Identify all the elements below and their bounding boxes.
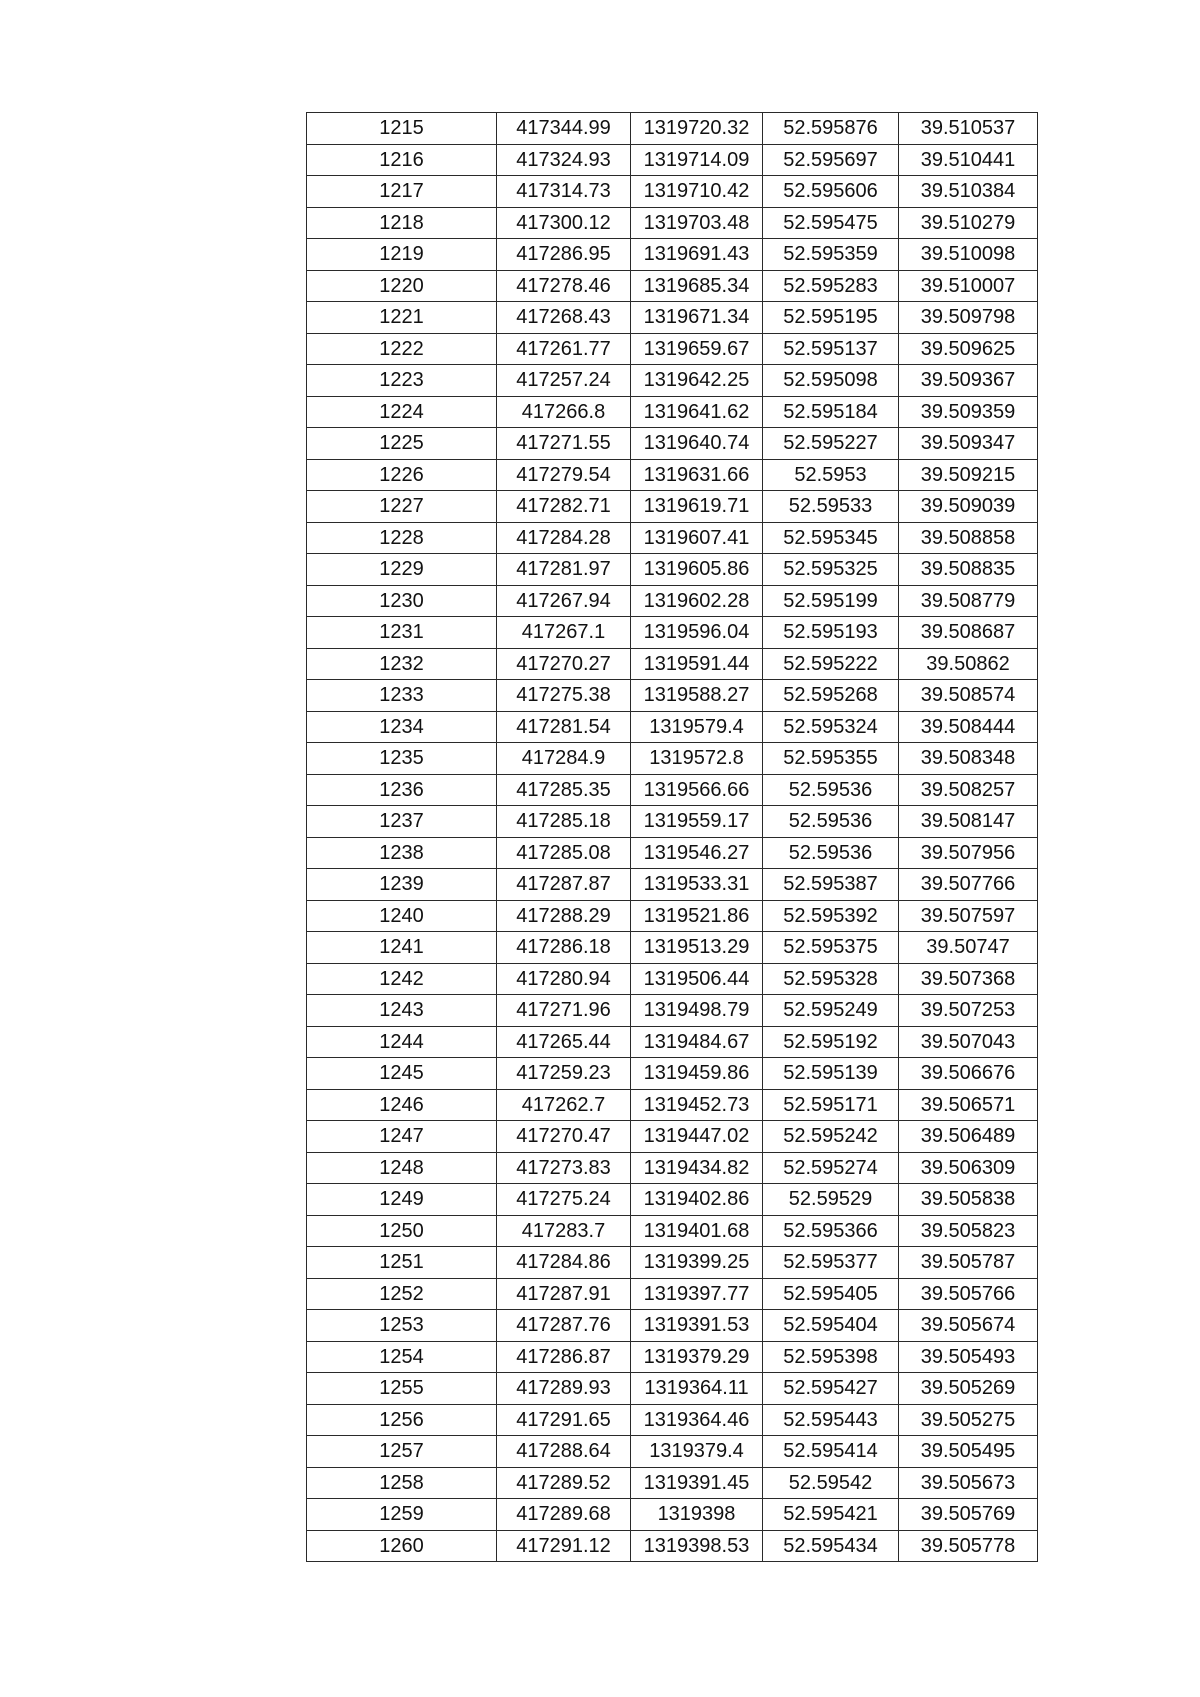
latitude-cell: 52.595195 bbox=[763, 302, 899, 334]
table-row bbox=[307, 648, 1038, 680]
table-row bbox=[307, 207, 1038, 239]
longitude-cell: 39.510279 bbox=[899, 207, 1038, 239]
point-number-cell: 1224 bbox=[307, 396, 497, 428]
latitude-cell: 52.595404 bbox=[763, 1310, 899, 1342]
point-number-cell: 1233 bbox=[307, 680, 497, 712]
y-coordinate-cell: 1319459.86 bbox=[631, 1058, 763, 1090]
latitude-cell: 52.595697 bbox=[763, 144, 899, 176]
longitude-cell: 39.509039 bbox=[899, 491, 1038, 523]
point-number-cell: 1237 bbox=[307, 806, 497, 838]
y-coordinate-cell: 1319671.34 bbox=[631, 302, 763, 334]
table-row bbox=[307, 1404, 1038, 1436]
y-coordinate-cell: 1319559.17 bbox=[631, 806, 763, 838]
longitude-cell: 39.509798 bbox=[899, 302, 1038, 334]
point-number-cell: 1258 bbox=[307, 1467, 497, 1499]
table-row bbox=[307, 995, 1038, 1027]
longitude-cell: 39.505673 bbox=[899, 1467, 1038, 1499]
latitude-cell: 52.595375 bbox=[763, 932, 899, 964]
x-coordinate-cell: 417267.1 bbox=[497, 617, 631, 649]
y-coordinate-cell: 1319642.25 bbox=[631, 365, 763, 397]
point-number-cell: 1249 bbox=[307, 1184, 497, 1216]
latitude-cell: 52.595268 bbox=[763, 680, 899, 712]
table-row bbox=[307, 554, 1038, 586]
x-coordinate-cell: 417273.83 bbox=[497, 1152, 631, 1184]
x-coordinate-cell: 417266.8 bbox=[497, 396, 631, 428]
table-row bbox=[307, 270, 1038, 302]
x-coordinate-cell: 417275.24 bbox=[497, 1184, 631, 1216]
point-number-cell: 1255 bbox=[307, 1373, 497, 1405]
x-coordinate-cell: 417271.55 bbox=[497, 428, 631, 460]
y-coordinate-cell: 1319659.67 bbox=[631, 333, 763, 365]
latitude-cell: 52.595475 bbox=[763, 207, 899, 239]
latitude-cell: 52.595377 bbox=[763, 1247, 899, 1279]
point-number-cell: 1217 bbox=[307, 176, 497, 208]
y-coordinate-cell: 1319391.53 bbox=[631, 1310, 763, 1342]
table-row bbox=[307, 1436, 1038, 1468]
x-coordinate-cell: 417284.28 bbox=[497, 522, 631, 554]
latitude-cell: 52.595443 bbox=[763, 1404, 899, 1436]
x-coordinate-cell: 417262.7 bbox=[497, 1089, 631, 1121]
table-row bbox=[307, 176, 1038, 208]
table-row bbox=[307, 491, 1038, 523]
point-number-cell: 1243 bbox=[307, 995, 497, 1027]
y-coordinate-cell: 1319631.66 bbox=[631, 459, 763, 491]
x-coordinate-cell: 417344.99 bbox=[497, 113, 631, 145]
x-coordinate-cell: 417314.73 bbox=[497, 176, 631, 208]
x-coordinate-cell: 417291.65 bbox=[497, 1404, 631, 1436]
latitude-cell: 52.595274 bbox=[763, 1152, 899, 1184]
point-number-cell: 1220 bbox=[307, 270, 497, 302]
latitude-cell: 52.595359 bbox=[763, 239, 899, 271]
x-coordinate-cell: 417281.54 bbox=[497, 711, 631, 743]
longitude-cell: 39.505674 bbox=[899, 1310, 1038, 1342]
longitude-cell: 39.505787 bbox=[899, 1247, 1038, 1279]
table-row bbox=[307, 680, 1038, 712]
longitude-cell: 39.505838 bbox=[899, 1184, 1038, 1216]
latitude-cell: 52.595876 bbox=[763, 113, 899, 145]
longitude-cell: 39.506676 bbox=[899, 1058, 1038, 1090]
longitude-cell: 39.509367 bbox=[899, 365, 1038, 397]
x-coordinate-cell: 417259.23 bbox=[497, 1058, 631, 1090]
point-number-cell: 1241 bbox=[307, 932, 497, 964]
y-coordinate-cell: 1319398.53 bbox=[631, 1530, 763, 1562]
latitude-cell: 52.595192 bbox=[763, 1026, 899, 1058]
point-number-cell: 1221 bbox=[307, 302, 497, 334]
y-coordinate-cell: 1319572.8 bbox=[631, 743, 763, 775]
longitude-cell: 39.510007 bbox=[899, 270, 1038, 302]
table-row bbox=[307, 396, 1038, 428]
point-number-cell: 1235 bbox=[307, 743, 497, 775]
y-coordinate-cell: 1319379.4 bbox=[631, 1436, 763, 1468]
x-coordinate-cell: 417281.97 bbox=[497, 554, 631, 586]
table-row bbox=[307, 522, 1038, 554]
longitude-cell: 39.508858 bbox=[899, 522, 1038, 554]
x-coordinate-cell: 417270.47 bbox=[497, 1121, 631, 1153]
latitude-cell: 52.59536 bbox=[763, 837, 899, 869]
y-coordinate-cell: 1319714.09 bbox=[631, 144, 763, 176]
y-coordinate-cell: 1319452.73 bbox=[631, 1089, 763, 1121]
x-coordinate-cell: 417288.29 bbox=[497, 900, 631, 932]
y-coordinate-cell: 1319399.25 bbox=[631, 1247, 763, 1279]
latitude-cell: 52.595199 bbox=[763, 585, 899, 617]
table-row bbox=[307, 1530, 1038, 1562]
table-row bbox=[307, 1215, 1038, 1247]
table-row bbox=[307, 239, 1038, 271]
longitude-cell: 39.510537 bbox=[899, 113, 1038, 145]
longitude-cell: 39.508835 bbox=[899, 554, 1038, 586]
table-row bbox=[307, 1184, 1038, 1216]
x-coordinate-cell: 417288.64 bbox=[497, 1436, 631, 1468]
longitude-cell: 39.505778 bbox=[899, 1530, 1038, 1562]
y-coordinate-cell: 1319710.42 bbox=[631, 176, 763, 208]
table-row bbox=[307, 1152, 1038, 1184]
y-coordinate-cell: 1319607.41 bbox=[631, 522, 763, 554]
point-number-cell: 1226 bbox=[307, 459, 497, 491]
y-coordinate-cell: 1319579.4 bbox=[631, 711, 763, 743]
point-number-cell: 1234 bbox=[307, 711, 497, 743]
y-coordinate-cell: 1319605.86 bbox=[631, 554, 763, 586]
y-coordinate-cell: 1319434.82 bbox=[631, 1152, 763, 1184]
y-coordinate-cell: 1319402.86 bbox=[631, 1184, 763, 1216]
y-coordinate-cell: 1319640.74 bbox=[631, 428, 763, 460]
x-coordinate-cell: 417286.95 bbox=[497, 239, 631, 271]
latitude-cell: 52.59529 bbox=[763, 1184, 899, 1216]
latitude-cell: 52.595222 bbox=[763, 648, 899, 680]
point-number-cell: 1238 bbox=[307, 837, 497, 869]
longitude-cell: 39.508348 bbox=[899, 743, 1038, 775]
latitude-cell: 52.59536 bbox=[763, 806, 899, 838]
longitude-cell: 39.505269 bbox=[899, 1373, 1038, 1405]
x-coordinate-cell: 417280.94 bbox=[497, 963, 631, 995]
point-number-cell: 1216 bbox=[307, 144, 497, 176]
x-coordinate-cell: 417289.52 bbox=[497, 1467, 631, 1499]
table-row bbox=[307, 617, 1038, 649]
x-coordinate-cell: 417270.27 bbox=[497, 648, 631, 680]
latitude-cell: 52.595427 bbox=[763, 1373, 899, 1405]
latitude-cell: 52.595387 bbox=[763, 869, 899, 901]
point-number-cell: 1244 bbox=[307, 1026, 497, 1058]
latitude-cell: 52.595392 bbox=[763, 900, 899, 932]
latitude-cell: 52.595193 bbox=[763, 617, 899, 649]
x-coordinate-cell: 417286.87 bbox=[497, 1341, 631, 1373]
latitude-cell: 52.595328 bbox=[763, 963, 899, 995]
longitude-cell: 39.508444 bbox=[899, 711, 1038, 743]
point-number-cell: 1245 bbox=[307, 1058, 497, 1090]
point-number-cell: 1223 bbox=[307, 365, 497, 397]
point-number-cell: 1228 bbox=[307, 522, 497, 554]
y-coordinate-cell: 1319401.68 bbox=[631, 1215, 763, 1247]
y-coordinate-cell: 1319498.79 bbox=[631, 995, 763, 1027]
point-number-cell: 1219 bbox=[307, 239, 497, 271]
y-coordinate-cell: 1319588.27 bbox=[631, 680, 763, 712]
point-number-cell: 1254 bbox=[307, 1341, 497, 1373]
point-number-cell: 1240 bbox=[307, 900, 497, 932]
latitude-cell: 52.595366 bbox=[763, 1215, 899, 1247]
longitude-cell: 39.509347 bbox=[899, 428, 1038, 460]
longitude-cell: 39.507597 bbox=[899, 900, 1038, 932]
y-coordinate-cell: 1319641.62 bbox=[631, 396, 763, 428]
point-number-cell: 1247 bbox=[307, 1121, 497, 1153]
longitude-cell: 39.508574 bbox=[899, 680, 1038, 712]
latitude-cell: 52.59536 bbox=[763, 774, 899, 806]
table-row bbox=[307, 1089, 1038, 1121]
longitude-cell: 39.507956 bbox=[899, 837, 1038, 869]
x-coordinate-cell: 417257.24 bbox=[497, 365, 631, 397]
latitude-cell: 52.595242 bbox=[763, 1121, 899, 1153]
y-coordinate-cell: 1319720.32 bbox=[631, 113, 763, 145]
latitude-cell: 52.595398 bbox=[763, 1341, 899, 1373]
x-coordinate-cell: 417261.77 bbox=[497, 333, 631, 365]
longitude-cell: 39.507043 bbox=[899, 1026, 1038, 1058]
x-coordinate-cell: 417282.71 bbox=[497, 491, 631, 523]
longitude-cell: 39.508687 bbox=[899, 617, 1038, 649]
latitude-cell: 52.595171 bbox=[763, 1089, 899, 1121]
x-coordinate-cell: 417291.12 bbox=[497, 1530, 631, 1562]
longitude-cell: 39.507368 bbox=[899, 963, 1038, 995]
y-coordinate-cell: 1319391.45 bbox=[631, 1467, 763, 1499]
longitude-cell: 39.50862 bbox=[899, 648, 1038, 680]
point-number-cell: 1231 bbox=[307, 617, 497, 649]
y-coordinate-cell: 1319591.44 bbox=[631, 648, 763, 680]
table-row bbox=[307, 711, 1038, 743]
longitude-cell: 39.505766 bbox=[899, 1278, 1038, 1310]
point-number-cell: 1242 bbox=[307, 963, 497, 995]
x-coordinate-cell: 417324.93 bbox=[497, 144, 631, 176]
y-coordinate-cell: 1319566.66 bbox=[631, 774, 763, 806]
longitude-cell: 39.509359 bbox=[899, 396, 1038, 428]
longitude-cell: 39.506571 bbox=[899, 1089, 1038, 1121]
table-row bbox=[307, 459, 1038, 491]
coordinates-table-body bbox=[307, 113, 1038, 1562]
point-number-cell: 1215 bbox=[307, 113, 497, 145]
x-coordinate-cell: 417275.38 bbox=[497, 680, 631, 712]
table-row bbox=[307, 963, 1038, 995]
point-number-cell: 1230 bbox=[307, 585, 497, 617]
longitude-cell: 39.505275 bbox=[899, 1404, 1038, 1436]
y-coordinate-cell: 1319691.43 bbox=[631, 239, 763, 271]
table-row bbox=[307, 1121, 1038, 1153]
latitude-cell: 52.595421 bbox=[763, 1499, 899, 1531]
table-row bbox=[307, 144, 1038, 176]
point-number-cell: 1253 bbox=[307, 1310, 497, 1342]
point-number-cell: 1218 bbox=[307, 207, 497, 239]
longitude-cell: 39.507253 bbox=[899, 995, 1038, 1027]
longitude-cell: 39.506489 bbox=[899, 1121, 1038, 1153]
longitude-cell: 39.50747 bbox=[899, 932, 1038, 964]
point-number-cell: 1239 bbox=[307, 869, 497, 901]
table-row bbox=[307, 1310, 1038, 1342]
longitude-cell: 39.507766 bbox=[899, 869, 1038, 901]
latitude-cell: 52.595184 bbox=[763, 396, 899, 428]
y-coordinate-cell: 1319521.86 bbox=[631, 900, 763, 932]
x-coordinate-cell: 417289.93 bbox=[497, 1373, 631, 1405]
y-coordinate-cell: 1319513.29 bbox=[631, 932, 763, 964]
longitude-cell: 39.509625 bbox=[899, 333, 1038, 365]
latitude-cell: 52.595405 bbox=[763, 1278, 899, 1310]
table-row bbox=[307, 1467, 1038, 1499]
x-coordinate-cell: 417278.46 bbox=[497, 270, 631, 302]
table-row bbox=[307, 774, 1038, 806]
longitude-cell: 39.510098 bbox=[899, 239, 1038, 271]
x-coordinate-cell: 417265.44 bbox=[497, 1026, 631, 1058]
table-row bbox=[307, 743, 1038, 775]
y-coordinate-cell: 1319703.48 bbox=[631, 207, 763, 239]
x-coordinate-cell: 417284.86 bbox=[497, 1247, 631, 1279]
table-row bbox=[307, 302, 1038, 334]
longitude-cell: 39.508257 bbox=[899, 774, 1038, 806]
table-row bbox=[307, 1373, 1038, 1405]
x-coordinate-cell: 417287.91 bbox=[497, 1278, 631, 1310]
table-row bbox=[307, 869, 1038, 901]
latitude-cell: 52.595325 bbox=[763, 554, 899, 586]
longitude-cell: 39.505495 bbox=[899, 1436, 1038, 1468]
latitude-cell: 52.59533 bbox=[763, 491, 899, 523]
longitude-cell: 39.508147 bbox=[899, 806, 1038, 838]
y-coordinate-cell: 1319619.71 bbox=[631, 491, 763, 523]
x-coordinate-cell: 417279.54 bbox=[497, 459, 631, 491]
point-number-cell: 1252 bbox=[307, 1278, 497, 1310]
table-row bbox=[307, 585, 1038, 617]
latitude-cell: 52.59542 bbox=[763, 1467, 899, 1499]
table-row bbox=[307, 837, 1038, 869]
y-coordinate-cell: 1319533.31 bbox=[631, 869, 763, 901]
point-number-cell: 1250 bbox=[307, 1215, 497, 1247]
y-coordinate-cell: 1319398 bbox=[631, 1499, 763, 1531]
table-row bbox=[307, 1341, 1038, 1373]
point-number-cell: 1227 bbox=[307, 491, 497, 523]
x-coordinate-cell: 417286.18 bbox=[497, 932, 631, 964]
point-number-cell: 1251 bbox=[307, 1247, 497, 1279]
longitude-cell: 39.509215 bbox=[899, 459, 1038, 491]
table-row bbox=[307, 1026, 1038, 1058]
table-row bbox=[307, 428, 1038, 460]
longitude-cell: 39.510441 bbox=[899, 144, 1038, 176]
latitude-cell: 52.595434 bbox=[763, 1530, 899, 1562]
y-coordinate-cell: 1319685.34 bbox=[631, 270, 763, 302]
latitude-cell: 52.5953 bbox=[763, 459, 899, 491]
point-number-cell: 1260 bbox=[307, 1530, 497, 1562]
x-coordinate-cell: 417285.18 bbox=[497, 806, 631, 838]
x-coordinate-cell: 417284.9 bbox=[497, 743, 631, 775]
longitude-cell: 39.510384 bbox=[899, 176, 1038, 208]
table-row bbox=[307, 1499, 1038, 1531]
x-coordinate-cell: 417289.68 bbox=[497, 1499, 631, 1531]
table-row bbox=[307, 806, 1038, 838]
longitude-cell: 39.506309 bbox=[899, 1152, 1038, 1184]
longitude-cell: 39.505769 bbox=[899, 1499, 1038, 1531]
point-number-cell: 1259 bbox=[307, 1499, 497, 1531]
point-number-cell: 1225 bbox=[307, 428, 497, 460]
y-coordinate-cell: 1319602.28 bbox=[631, 585, 763, 617]
table-row bbox=[307, 113, 1038, 145]
table-row bbox=[307, 932, 1038, 964]
x-coordinate-cell: 417285.35 bbox=[497, 774, 631, 806]
table-row bbox=[307, 1278, 1038, 1310]
y-coordinate-cell: 1319596.04 bbox=[631, 617, 763, 649]
x-coordinate-cell: 417268.43 bbox=[497, 302, 631, 334]
latitude-cell: 52.595606 bbox=[763, 176, 899, 208]
y-coordinate-cell: 1319364.11 bbox=[631, 1373, 763, 1405]
latitude-cell: 52.595345 bbox=[763, 522, 899, 554]
y-coordinate-cell: 1319546.27 bbox=[631, 837, 763, 869]
x-coordinate-cell: 417285.08 bbox=[497, 837, 631, 869]
point-number-cell: 1232 bbox=[307, 648, 497, 680]
point-number-cell: 1257 bbox=[307, 1436, 497, 1468]
table-row bbox=[307, 365, 1038, 397]
x-coordinate-cell: 417287.87 bbox=[497, 869, 631, 901]
latitude-cell: 52.595414 bbox=[763, 1436, 899, 1468]
y-coordinate-cell: 1319506.44 bbox=[631, 963, 763, 995]
table-row bbox=[307, 333, 1038, 365]
y-coordinate-cell: 1319484.67 bbox=[631, 1026, 763, 1058]
table-row bbox=[307, 900, 1038, 932]
coordinates-table bbox=[306, 112, 1038, 1562]
x-coordinate-cell: 417287.76 bbox=[497, 1310, 631, 1342]
latitude-cell: 52.595139 bbox=[763, 1058, 899, 1090]
table-row bbox=[307, 1058, 1038, 1090]
latitude-cell: 52.595249 bbox=[763, 995, 899, 1027]
point-number-cell: 1248 bbox=[307, 1152, 497, 1184]
x-coordinate-cell: 417271.96 bbox=[497, 995, 631, 1027]
x-coordinate-cell: 417283.7 bbox=[497, 1215, 631, 1247]
longitude-cell: 39.505823 bbox=[899, 1215, 1038, 1247]
table-row bbox=[307, 1247, 1038, 1279]
latitude-cell: 52.595098 bbox=[763, 365, 899, 397]
latitude-cell: 52.595137 bbox=[763, 333, 899, 365]
x-coordinate-cell: 417300.12 bbox=[497, 207, 631, 239]
longitude-cell: 39.505493 bbox=[899, 1341, 1038, 1373]
point-number-cell: 1236 bbox=[307, 774, 497, 806]
latitude-cell: 52.595283 bbox=[763, 270, 899, 302]
latitude-cell: 52.595355 bbox=[763, 743, 899, 775]
y-coordinate-cell: 1319379.29 bbox=[631, 1341, 763, 1373]
point-number-cell: 1222 bbox=[307, 333, 497, 365]
point-number-cell: 1246 bbox=[307, 1089, 497, 1121]
y-coordinate-cell: 1319364.46 bbox=[631, 1404, 763, 1436]
point-number-cell: 1229 bbox=[307, 554, 497, 586]
point-number-cell: 1256 bbox=[307, 1404, 497, 1436]
y-coordinate-cell: 1319397.77 bbox=[631, 1278, 763, 1310]
longitude-cell: 39.508779 bbox=[899, 585, 1038, 617]
latitude-cell: 52.595227 bbox=[763, 428, 899, 460]
y-coordinate-cell: 1319447.02 bbox=[631, 1121, 763, 1153]
latitude-cell: 52.595324 bbox=[763, 711, 899, 743]
x-coordinate-cell: 417267.94 bbox=[497, 585, 631, 617]
